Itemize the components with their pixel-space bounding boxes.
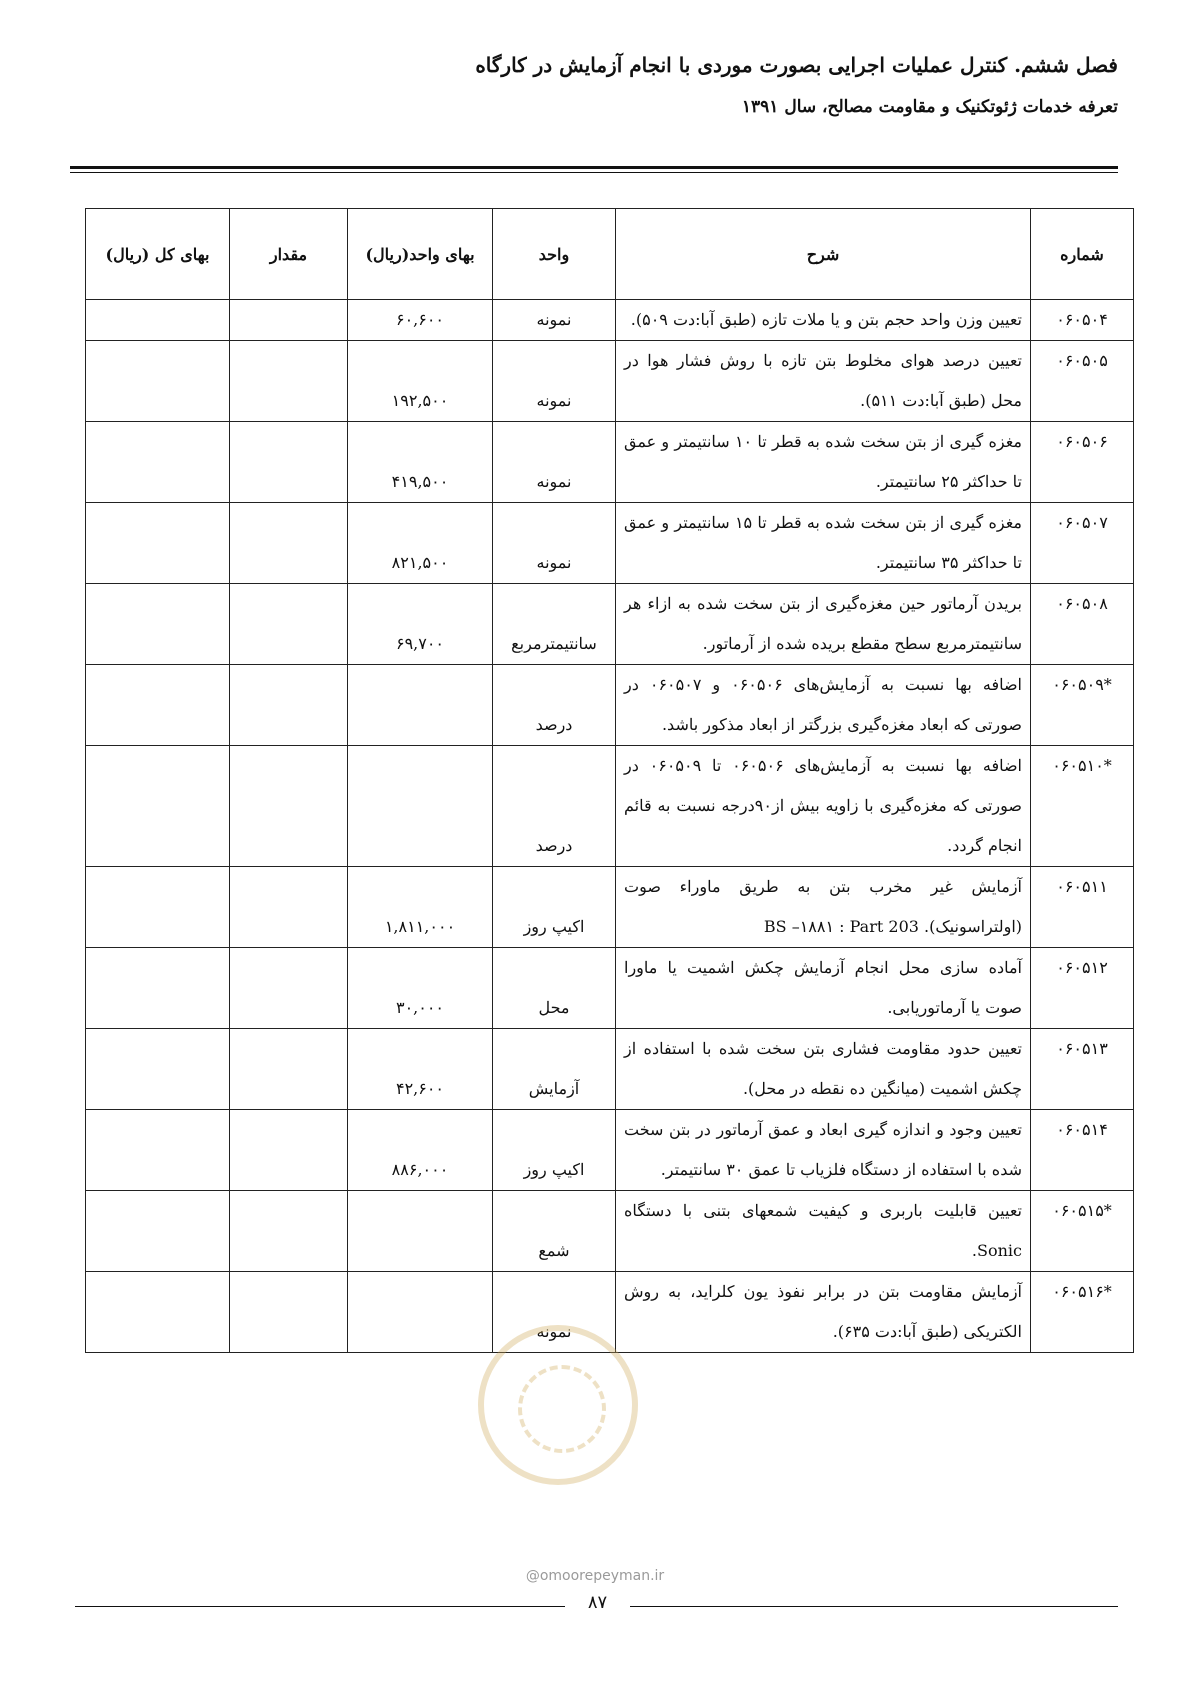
table-body [86,300,1134,1353]
item-total-price [86,341,230,422]
item-total-price [86,422,230,503]
item-unit-price [348,746,493,867]
page-header [70,50,1118,120]
item-number: *۰۶۰۵۰۹ [1031,665,1134,746]
website-watermark: @omoorepeyman.ir [525,1568,665,1584]
item-unit: نمونه [493,503,616,584]
column-header-unit-price: بهای واحد(ریال) [348,209,493,300]
item-quantity [230,1110,348,1191]
item-description: تعیین وجود و اندازه گیری ابعاد و عمق آرماتور در بتن سخت شده با استفاده از دستگاه فلزیاب تا عمق ۳۰ سانتیمتر. [616,1110,1031,1191]
table-header-row [86,209,1134,300]
item-quantity [230,948,348,1029]
table-row [86,867,1134,948]
item-number: ۰۶۰۵۱۱ [1031,867,1134,948]
item-number: ۰۶۰۵۱۲ [1031,948,1134,1029]
item-unit: سانتیمترمربع [493,584,616,665]
item-total-price [86,665,230,746]
item-unit-price: ۱,۸۱۱,۰۰۰ [348,867,493,948]
item-unit: نمونه [493,1272,616,1353]
page-number: ۸۷ [587,1592,608,1613]
item-total-price [86,1191,230,1272]
column-header-total: بهای کل (ریال) [86,209,230,300]
item-unit-price: ۶۹,۷۰۰ [348,584,493,665]
item-number: *۰۶۰۵۱۵ [1031,1191,1134,1272]
item-description: مغزه گیری از بتن سخت شده به قطر تا ۱۰ سانتیمتر و عمق تا حداکثر ۲۵ سانتیمتر. [616,422,1031,503]
item-unit-price [348,665,493,746]
item-quantity [230,341,348,422]
item-unit: شمع [493,1191,616,1272]
item-description: بریدن آرماتور حین مغزه‌گیری از بتن سخت شده به ازاء هر سانتیمترمربع سطح مقطع بریده شده از آرماتور. [616,584,1031,665]
table-row [86,1191,1134,1272]
item-description: اضافه بها نسبت به آزمایش‌های ۰۶۰۵۰۶ تا ۰۶۰۵۰۹ در صورتی که مغزه‌گیری با زاویه بیش از۹۰درجه نسبت به قائم انجام گردد. [616,746,1031,867]
item-unit: نمونه [493,422,616,503]
item-unit-price: ۴۱۹,۵۰۰ [348,422,493,503]
item-unit-price: ۶۰,۶۰۰ [348,300,493,341]
item-total-price [86,1272,230,1353]
item-unit-price [348,1272,493,1353]
footer-rule-left [75,1606,565,1607]
item-unit: اکیپ روز [493,1110,616,1191]
item-number: ۰۶۰۵۰۵ [1031,341,1134,422]
item-unit: آزمایش [493,1029,616,1110]
item-quantity [230,1272,348,1353]
table-row [86,746,1134,867]
item-unit: محل [493,948,616,1029]
item-unit-price: ۸۸۶,۰۰۰ [348,1110,493,1191]
chapter-title: فصل ششم. کنترل عملیات اجرایی بصورت موردی با انجام آزمایش در کارگاه [475,53,1118,77]
column-header-unit: واحد [493,209,616,300]
item-unit-price: ۴۲,۶۰۰ [348,1029,493,1110]
item-quantity [230,422,348,503]
item-description: تعیین حدود مقاومت فشاری بتن سخت شده با استفاده از چکش اشمیت (میانگین ده نقطه در محل). [616,1029,1031,1110]
item-number: ۰۶۰۵۰۶ [1031,422,1134,503]
column-header-description: شرح [616,209,1031,300]
item-quantity [230,1029,348,1110]
item-unit: اکیپ روز [493,867,616,948]
item-description: مغزه گیری از بتن سخت شده به قطر تا ۱۵ سانتیمتر و عمق تا حداکثر ۳۵ سانتیمتر. [616,503,1031,584]
table-row [86,1029,1134,1110]
item-quantity [230,503,348,584]
item-number: ۰۶۰۵۰۷ [1031,503,1134,584]
item-total-price [86,746,230,867]
column-header-quantity: مقدار [230,209,348,300]
item-number: ۰۶۰۵۱۳ [1031,1029,1134,1110]
item-description: اضافه بها نسبت به آزمایش‌های ۰۶۰۵۰۶ و ۰۶۰۵۰۷ در صورتی که ابعاد مغزه‌گیری بزرگتر از ابعاد مذکور باشد. [616,665,1031,746]
table-row [86,341,1134,422]
item-number: ۰۶۰۵۰۴ [1031,300,1134,341]
footer-rule-right [630,1606,1118,1607]
item-description: آزمایش مقاومت بتن در برابر نفوذ یون کلراید، به روش الکتریکی (طبق آبا:دت ۶۳۵). [616,1272,1031,1353]
tariff-table [85,208,1134,1353]
item-unit: درصد [493,665,616,746]
item-unit: نمونه [493,341,616,422]
item-description: آزمایش غیر مخرب بتن به طریق ماوراء صوت (اولتراسونیک). BS ‎–۱۸۸۱ : Part 203 [616,867,1031,948]
item-unit-price: ۸۲۱,۵۰۰ [348,503,493,584]
item-quantity [230,665,348,746]
item-total-price [86,948,230,1029]
item-unit: نمونه [493,300,616,341]
table-row [86,300,1134,341]
item-total-price [86,1110,230,1191]
item-unit-price [348,1191,493,1272]
table-row [86,503,1134,584]
item-description: آماده سازی محل انجام آزمایش چکش اشمیت یا ماورا صوت یا آرماتوریابی. [616,948,1031,1029]
item-unit: درصد [493,746,616,867]
tariff-subtitle: تعرفه خدمات ژئوتکنیک و مقاومت مصالح، سال ۱۳۹۱ [741,97,1118,117]
item-number: ۰۶۰۵۱۴ [1031,1110,1134,1191]
table-row [86,1110,1134,1191]
table-row [86,584,1134,665]
table-row [86,665,1134,746]
table-row [86,948,1134,1029]
item-number: ۰۶۰۵۰۸ [1031,584,1134,665]
item-description: تعیین درصد هوای مخلوط بتن تازه با روش فشار هوا در محل (طبق آبا:دت ۵۱۱). [616,341,1031,422]
header-rule-thick [70,166,1118,169]
item-description: تعیین قابلیت باربری و کیفیت شمعهای بتنی با دستگاه Sonic. [616,1191,1031,1272]
item-total-price [86,867,230,948]
table-row [86,1272,1134,1353]
item-quantity [230,1191,348,1272]
item-total-price [86,503,230,584]
table-row [86,422,1134,503]
item-quantity [230,584,348,665]
item-total-price [86,300,230,341]
item-quantity [230,746,348,867]
item-number: *۰۶۰۵۱۰ [1031,746,1134,867]
item-quantity [230,300,348,341]
item-total-price [86,1029,230,1110]
item-number: *۰۶۰۵۱۶ [1031,1272,1134,1353]
item-unit-price: ۳۰,۰۰۰ [348,948,493,1029]
item-unit-price: ۱۹۲,۵۰۰ [348,341,493,422]
header-rule-thin [70,172,1118,173]
item-quantity [230,867,348,948]
column-header-number: شماره [1031,209,1134,300]
item-description: تعیین وزن واحد حجم بتن و یا ملات تازه (طبق آبا:دت ۵۰۹). [616,300,1031,341]
item-total-price [86,584,230,665]
